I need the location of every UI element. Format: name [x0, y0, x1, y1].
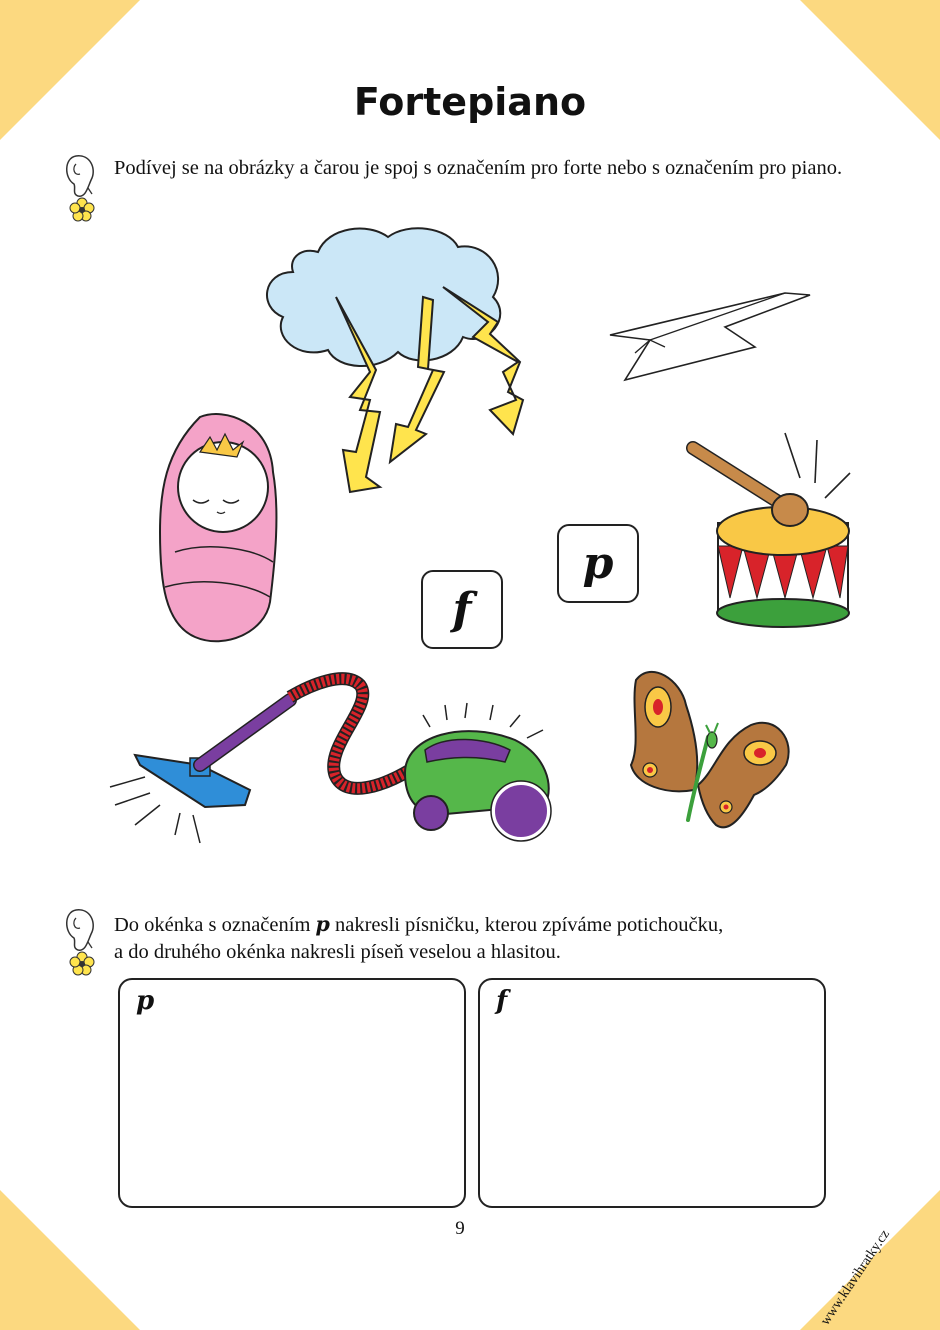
instruction-1: Podívej se na obrázky a čarou je spoj s označením pro forte nebo s označením pro piano. [114, 157, 843, 179]
instruction-2 [114, 911, 854, 966]
drawing-box-piano-label: p [136, 986, 155, 1016]
ear-icon [62, 148, 104, 228]
corner-bottom-left [0, 1190, 140, 1330]
paper-plane-icon [605, 285, 815, 385]
page-title: Fortepiano [353, 80, 587, 124]
drum-icon [685, 428, 860, 638]
baby-icon [155, 412, 285, 647]
drawing-box-forte[interactable] [478, 978, 826, 1208]
vacuum-cleaner-icon [105, 665, 555, 850]
instruction-2-part2: nakresli písničku, kterou zpíváme potichoučku, [329, 914, 724, 936]
ear-icon [62, 902, 104, 982]
instruction-2-line2: a do druhého okénka nakresli píseň veselou a hlasitou. [114, 941, 561, 963]
instruction-2-part1: Do okénka s označením [114, 914, 316, 936]
symbol-piano-box[interactable]: p [557, 524, 639, 603]
cloud-lightning-icon [258, 222, 533, 512]
flower-icon [70, 952, 94, 975]
drawing-box-forte-label: f [496, 986, 508, 1016]
butterfly-icon [626, 665, 796, 835]
instruction-2-symbol: p [315, 912, 330, 936]
page-number: 9 [455, 1218, 465, 1239]
flower-icon [70, 198, 94, 221]
symbol-forte-box[interactable]: f [421, 570, 503, 649]
drawing-box-piano[interactable] [118, 978, 466, 1208]
website-link[interactable]: www.klavihratky.cz [817, 1227, 893, 1329]
